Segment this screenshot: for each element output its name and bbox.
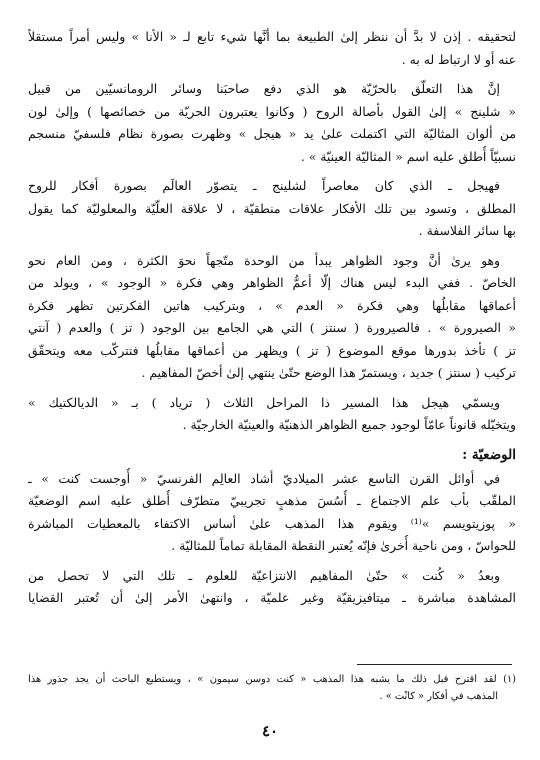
text-line: للحواسّ ، ومن ناحية أُخرىٰ فإنّه يُعتبر النقطة المقابلة تماماً للمثاليّة . <box>171 538 516 553</box>
paragraph-6 <box>28 468 516 558</box>
text-line: الملقّب بأب علم الاجتماع ـ أُسُسَ مذهبٍ تجريبيّ متطرّف أُطلق عليه اسم الوضعيّة <box>28 493 516 508</box>
paragraph-3 <box>28 175 516 243</box>
text-line: ويسمّي هيجل هذا المسير ذا المراحل الثلاث ( ترياد ) بـ « الديالكتيك » <box>28 394 500 410</box>
text-line: في أوائل القرن التاسع عشر الميلاديّ أشاد العالِم الفرنسيّ « أُوجست كنت » ـ <box>28 470 500 486</box>
paragraph-2 <box>28 78 516 168</box>
text-line: نسبيّاً أُطلق عليه اسم « المثاليّة العينيّة » . <box>300 148 516 164</box>
text-line: ويتخيّله قانوناً عامّاً لوجود جميع الظواهر الذهنيّة والعينيّة الخارجيّة . <box>182 417 516 432</box>
paragraph-5 <box>28 392 516 437</box>
paragraph-4 <box>28 250 516 385</box>
text-line: من ألوان المثاليّة التي اكتملت علىٰ يد « هيجل » وظهرت بصورة نظام فلسفيّ منسجم <box>28 126 516 141</box>
text-line: تز ) تأخذ بدورها موقع الموضوع ( تز ) ويظهر من أعماقها مقابلُها فتتركّب معه ويتحقّق <box>28 342 516 358</box>
paragraph-1 <box>28 26 516 71</box>
text-line: المشاهدة مباشرة ـ ميتافيزيقيّة وغير علميّة ، وانتهىٰ الأمر إلىٰ أن تُعتبر القضايا <box>28 590 516 605</box>
text-line: وهو يرىٰ أنَّ وجود الظواهر يبدأ من الوحدة متّجهاً نحوَ الكثرة ، ومن العام نحو <box>28 252 500 268</box>
text-line: الخاصّ . ففي البدء ليس هناك إلّا أعمُّ الظواهر وهي فكرة « الوجود » ، ويولد من <box>28 275 516 290</box>
paragraph-7 <box>28 565 516 610</box>
text-line: وبعدُ « كُنت » حتّىٰ المفاهيم الانتزاعيّة للعلوم ـ تلك التي لا تحصل من <box>28 567 500 583</box>
page-body <box>28 26 516 617</box>
text-line: بها سائر الفلاسفة . <box>418 223 516 238</box>
page-number: ٤٠ <box>261 722 279 740</box>
footnote-line: (١) لقد اقترح قبل ذلك ما يشبه هذا المذهب « كنت دوسن سيمون » ، ويستطيع الباحث أن يجد جذور هذا <box>28 674 516 685</box>
section-heading: الوضعيّة : <box>462 446 516 463</box>
text-line: أعماقها مقابلُها وهي فكرة « العدم » ، وبتركيب هاتين الفكرتين تظهر فكرة <box>28 297 516 313</box>
text-line: تركيب ( سنتز ) جديد ، ويستمرّ هذا الوضع حتّىٰ ينتهي إلىٰ أخصّ المفاهيم . <box>141 365 516 380</box>
footnote-line: المذهب في أفكار « كانْت » . <box>379 691 498 702</box>
footnote <box>28 671 516 705</box>
text-line: لتحقيقه . إذن لا بدَّ أن ننظر إلىٰ الطبيعة بما أنَّها شيء تابع لـ « الأنا » وليس أمراً مستقلاً <box>28 29 516 44</box>
footnote-divider <box>357 664 512 665</box>
text-line: عنه أو لا ارتباط له به . <box>401 51 516 67</box>
text-line: المطلق ، وتسود بين تلك الأفكار علاقات منطقيّة ، لا علاقة العلّيّة والمعلوليّة كما يقول <box>28 200 516 216</box>
text-line: « شلينج » إلىٰ القول بأصالة الروح ( وكانوا يعتبرون الحريّة من خصائصها ) وإلىٰ لون <box>28 103 516 119</box>
text-line: إنَّ هذا التعلّق بالحرّيّة هو الذي دفع صاحبَنا وسائر الرومانسيّين من قبيل <box>28 81 500 96</box>
text-line: « الصيرورة » . فالصيرورة ( سنتز ) التي هي الجامع بين الوجود ( تز ) والعدم ( آنتي <box>28 320 516 335</box>
text-line: فهيجل ـ الذي كان معاصراً لشلينج ـ يتصوّر العالَم بصورة أفكار للروح <box>28 178 500 193</box>
text-line: « پوزيتويسم »⁽¹⁾ ويقوم هذا المذهب علىٰ أساس الاكتفاء بالمعطيات المباشرة <box>28 515 516 531</box>
